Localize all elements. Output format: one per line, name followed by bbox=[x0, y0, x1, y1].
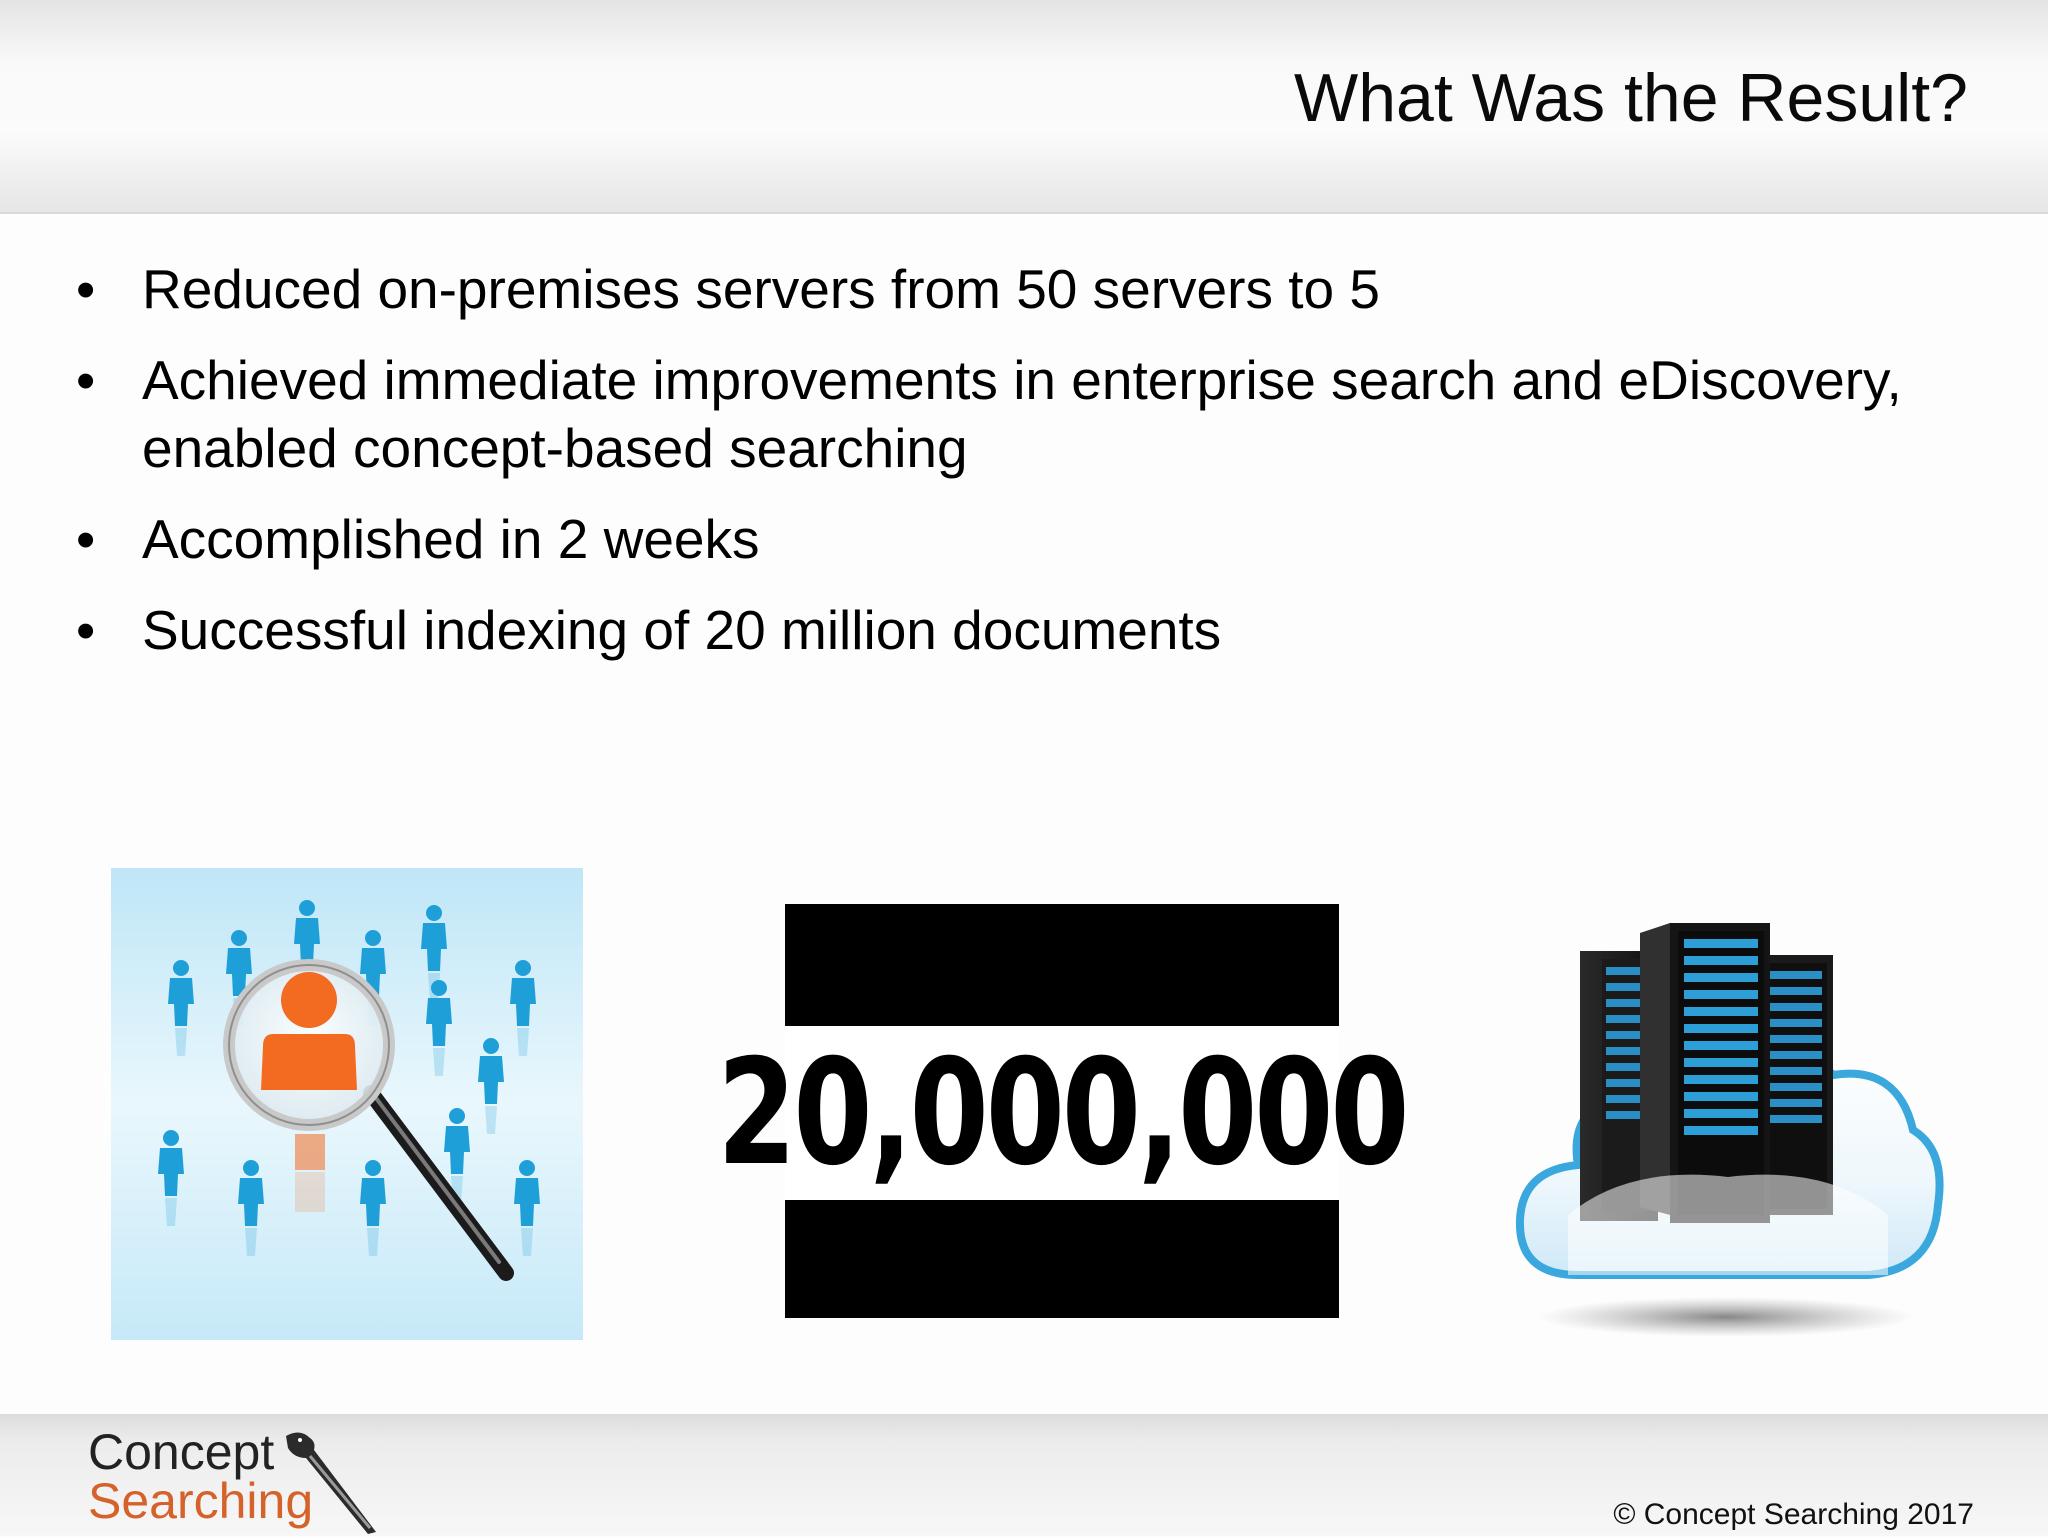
bullet-dot: • bbox=[76, 508, 96, 570]
bullet-dot: • bbox=[76, 349, 96, 411]
bullet-item bbox=[76, 346, 1996, 482]
people-search-magnifier-icon bbox=[111, 868, 583, 1340]
twenty-million-graphic bbox=[717, 904, 1407, 1318]
count-band bbox=[717, 1026, 1407, 1200]
bullet-list bbox=[76, 255, 1996, 687]
bullet-item bbox=[76, 505, 1996, 573]
logo-bird-icon bbox=[280, 1428, 380, 1538]
bullet-text: Reduced on-premises servers from 50 servers to 5 bbox=[142, 258, 1380, 320]
count-text: 20,000,000 bbox=[717, 1028, 1407, 1198]
bullet-dot: • bbox=[76, 599, 96, 661]
copyright-text: © Concept Searching 2017 bbox=[1613, 1498, 1974, 1531]
bullet-text: Achieved immediate improvements in enterprise search and eDiscovery, enabled concept-based searching bbox=[142, 349, 1902, 479]
bullet-item bbox=[76, 255, 1996, 323]
bullet-text: Successful indexing of 20 million documents bbox=[142, 599, 1222, 661]
bullet-item bbox=[76, 596, 1996, 664]
bullet-text: Accomplished in 2 weeks bbox=[142, 508, 760, 570]
bullet-dot: • bbox=[76, 258, 96, 320]
cloud-servers-icon bbox=[1508, 915, 1948, 1345]
slide-title: What Was the Result? bbox=[1294, 60, 1968, 136]
logo-text-searching: Searching bbox=[88, 1473, 314, 1529]
logo-text-concept: Concept bbox=[88, 1424, 275, 1480]
